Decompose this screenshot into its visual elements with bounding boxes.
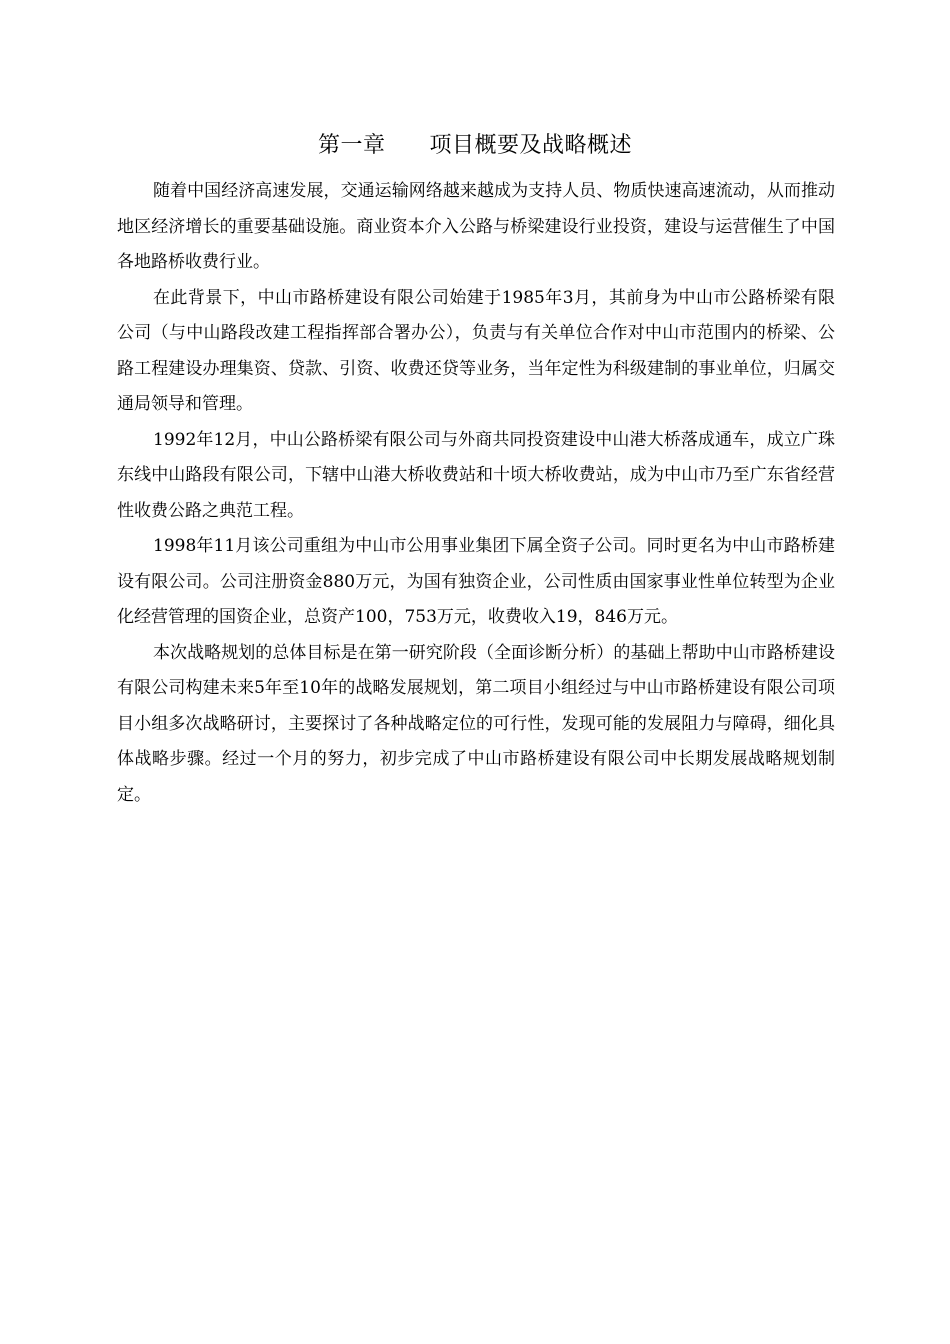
document-body	[117, 174, 835, 813]
chapter-number: 第一章	[317, 133, 386, 158]
paragraph-5: 本次战略规划的总体目标是在第一研究阶段（全面诊断分析）的基础上帮助中山市路桥建设有限公司构建未来5年至10年的战略发展规划，第二项目小组经过与中山市路桥建设有限公司项目小组多次战略研讨，主要探讨了各种战略定位的可行性，发现可能的发展阻力与障碍，细化具体战略步骤。经过一个月的努力，初步完成了中山市路桥建设有限公司中长期发展战略规划制定。	[117, 642, 835, 805]
paragraph-4: 1998年11月该公司重组为中山市公用事业集团下属全资子公司。同时更名为中山市路桥建设有限公司。公司注册资金880万元，为国有独资企业，公司性质由国家事业性单位转型为企业化经营管理的国资企业，总资产100，753万元，收费收入19，846万元。	[117, 536, 835, 627]
chapter-name: 项目概要及战略概述	[429, 133, 633, 158]
paragraph-3: 1992年12月，中山公路桥梁有限公司与外商共同投资建设中山港大桥落成通车，成立广珠东线中山路段有限公司，下辖中山港大桥收费站和十顷大桥收费站，成为中山市乃至广东省经营性收费公路之典范工程。	[117, 429, 835, 521]
chapter-title	[0, 128, 950, 164]
paragraph-1: 随着中国经济高速发展，交通运输网络越来越成为支持人员、物质快速高速流动，从而推动地区经济增长的重要基础设施。商业资本介入公路与桥梁建设行业投资，建设与运营催生了中国各地路桥收费行业。	[117, 181, 835, 272]
paragraph-2: 在此背景下，中山市路桥建设有限公司始建于1985年3月，其前身为中山市公路桥梁有限公司（与中山路段改建工程指挥部合署办公），负责与有关单位合作对中山市范围内的桥梁、公路工程建设办理集资、贷款、引资、收费还贷等业务，当年定性为科级建制的事业单位，归属交通局领导和管理。	[117, 287, 835, 414]
